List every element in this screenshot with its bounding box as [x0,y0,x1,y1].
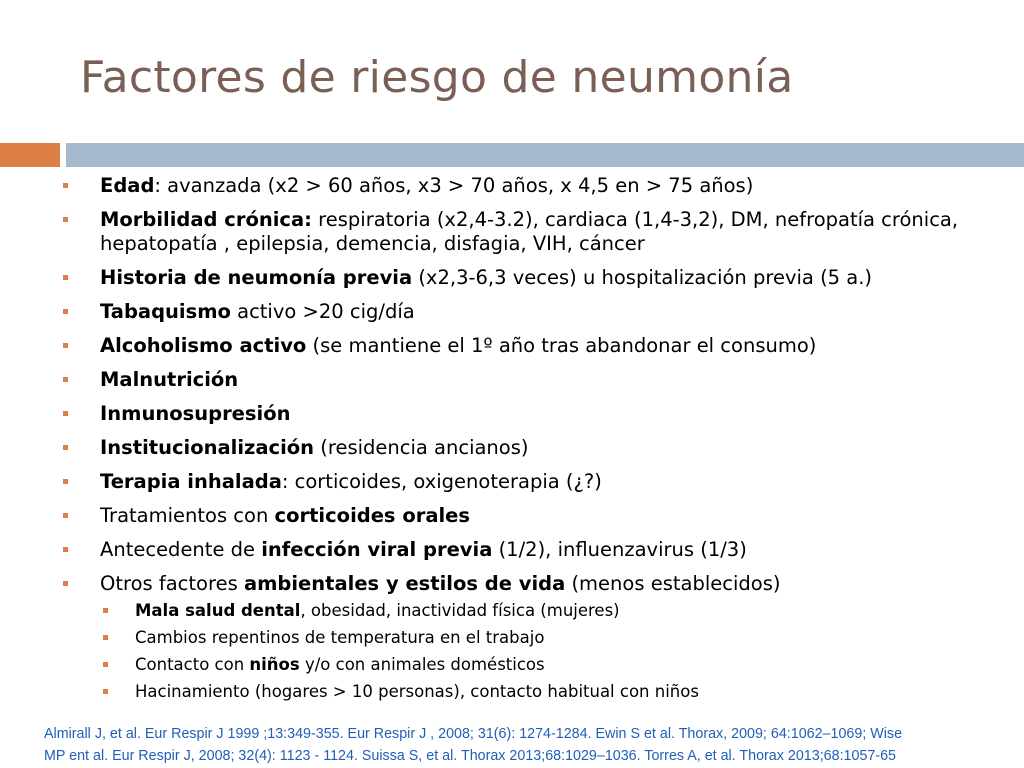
list-item-institucionalizacion [60,436,1010,460]
item-bold: Alcoholismo activo [100,334,307,357]
item-bold: Institucionalización [100,436,315,459]
bullet-icon [63,547,68,552]
bullet-icon [63,479,68,484]
slide-title: Factores de riesgo de neumonía [80,52,794,103]
item-text: Antecedente de [100,538,262,561]
bullet-icon [63,513,68,518]
item-bold: Historia de neumonía previa [100,266,413,289]
list-item-edad [60,174,1010,198]
sub-item-bold: Mala salud dental [135,601,301,620]
list-item-morbilidad [60,208,1010,256]
bullet-icon [103,635,108,640]
bullet-icon [103,608,108,613]
bullet-icon [63,445,68,450]
sub-item-text: Contacto con [135,655,250,674]
list-item-otros-factores [60,572,1010,596]
sub-item-text: Cambios repentinos de temperatura en el trabajo [135,628,545,647]
sub-item-contacto [60,654,1010,676]
item-text: : corticoides, oxigenoterapia (¿?) [281,470,602,493]
sub-item-text: Hacinamiento (hogares > 10 personas), contacto habitual con niños [135,682,699,701]
bullet-icon [63,183,68,188]
list-item-alcoholismo [60,334,1010,358]
sub-item-hacinamiento [60,681,1010,703]
item-text: activo >20 cig/día [230,300,415,323]
item-text: (menos establecidos) [565,572,781,595]
list-item-tabaquismo [60,300,1010,324]
item-bold: Terapia inhalada [100,470,282,493]
item-bold: Inmunosupresión [100,402,291,425]
item-bold: ambientales y estilos de vida [243,572,566,595]
bullet-icon [103,689,108,694]
bullet-icon [63,217,68,222]
item-bold: infección viral previa [261,538,493,561]
references [44,723,1004,767]
list-item-inmunosupresion [60,402,1010,426]
list-item-malnutricion [60,368,1010,392]
list-item-terapia-inhalada [60,470,1010,494]
bullet-icon [63,343,68,348]
bullet-icon [63,275,68,280]
item-text: (se mantiene el 1º año tras abandonar el consumo) [306,334,817,357]
item-bold: Morbilidad crónica: [100,208,312,231]
list-item-tratamientos [60,504,1010,528]
sub-item-temperatura [60,627,1010,649]
item-text: : avanzada (x2 > 60 años, x3 > 70 años, x 4,5 en > 75 años) [154,174,754,197]
item-text: Tratamientos con [100,504,275,527]
bullet-icon [63,309,68,314]
list-item-historia [60,266,1010,290]
item-text: (x2,3-6,3 veces) u hospitalización previa (5 a.) [412,266,873,289]
reference-line: Almirall J, et al. Eur Respir J 1999 ;13:349-355. Eur Respir J , 2008; 31(6): 1274-1284. Ewin S et al. Thorax, 2009; 64:1062–1069; Wise [44,726,903,742]
bullet-icon [103,662,108,667]
bullet-icon [63,411,68,416]
reference-line: MP ent al. Eur Respir J, 2008; 32(4): 1123 - 1124. Suissa S, et al. Thorax 2013;68:1029–1036. Torres A, et al. Thorax 2013;68:1057-65 [44,748,897,764]
item-bold: corticoides orales [274,504,471,527]
bullet-icon [63,377,68,382]
list-item-antecedente [60,538,1010,562]
sub-item-salud-dental [60,600,1010,622]
sub-list [60,600,1010,703]
item-text: (1/2), influenzavirus (1/3) [492,538,747,561]
sub-item-text: y/o con animales domésticos [299,655,545,674]
accent-bar-blue [66,143,1024,167]
sub-item-text: , obesidad, inactividad física (mujeres) [300,601,620,620]
item-bold: Tabaquismo [100,300,231,323]
item-text: respiratoria (x2,4-3.2), cardiaca (1,4-3,2), DM, nefropatía crónica, hepatopatía , epilepsia, demencia, disfagia, VIH, cáncer [100,208,959,255]
bullet-list [60,174,1010,708]
item-bold: Malnutrición [100,368,239,391]
accent-bar-orange [0,143,60,167]
bullet-icon [63,581,68,586]
item-bold: Edad [100,174,155,197]
item-text: (residencia ancianos) [314,436,529,459]
item-text: Otros factores [100,572,244,595]
sub-item-bold: niños [249,655,300,674]
